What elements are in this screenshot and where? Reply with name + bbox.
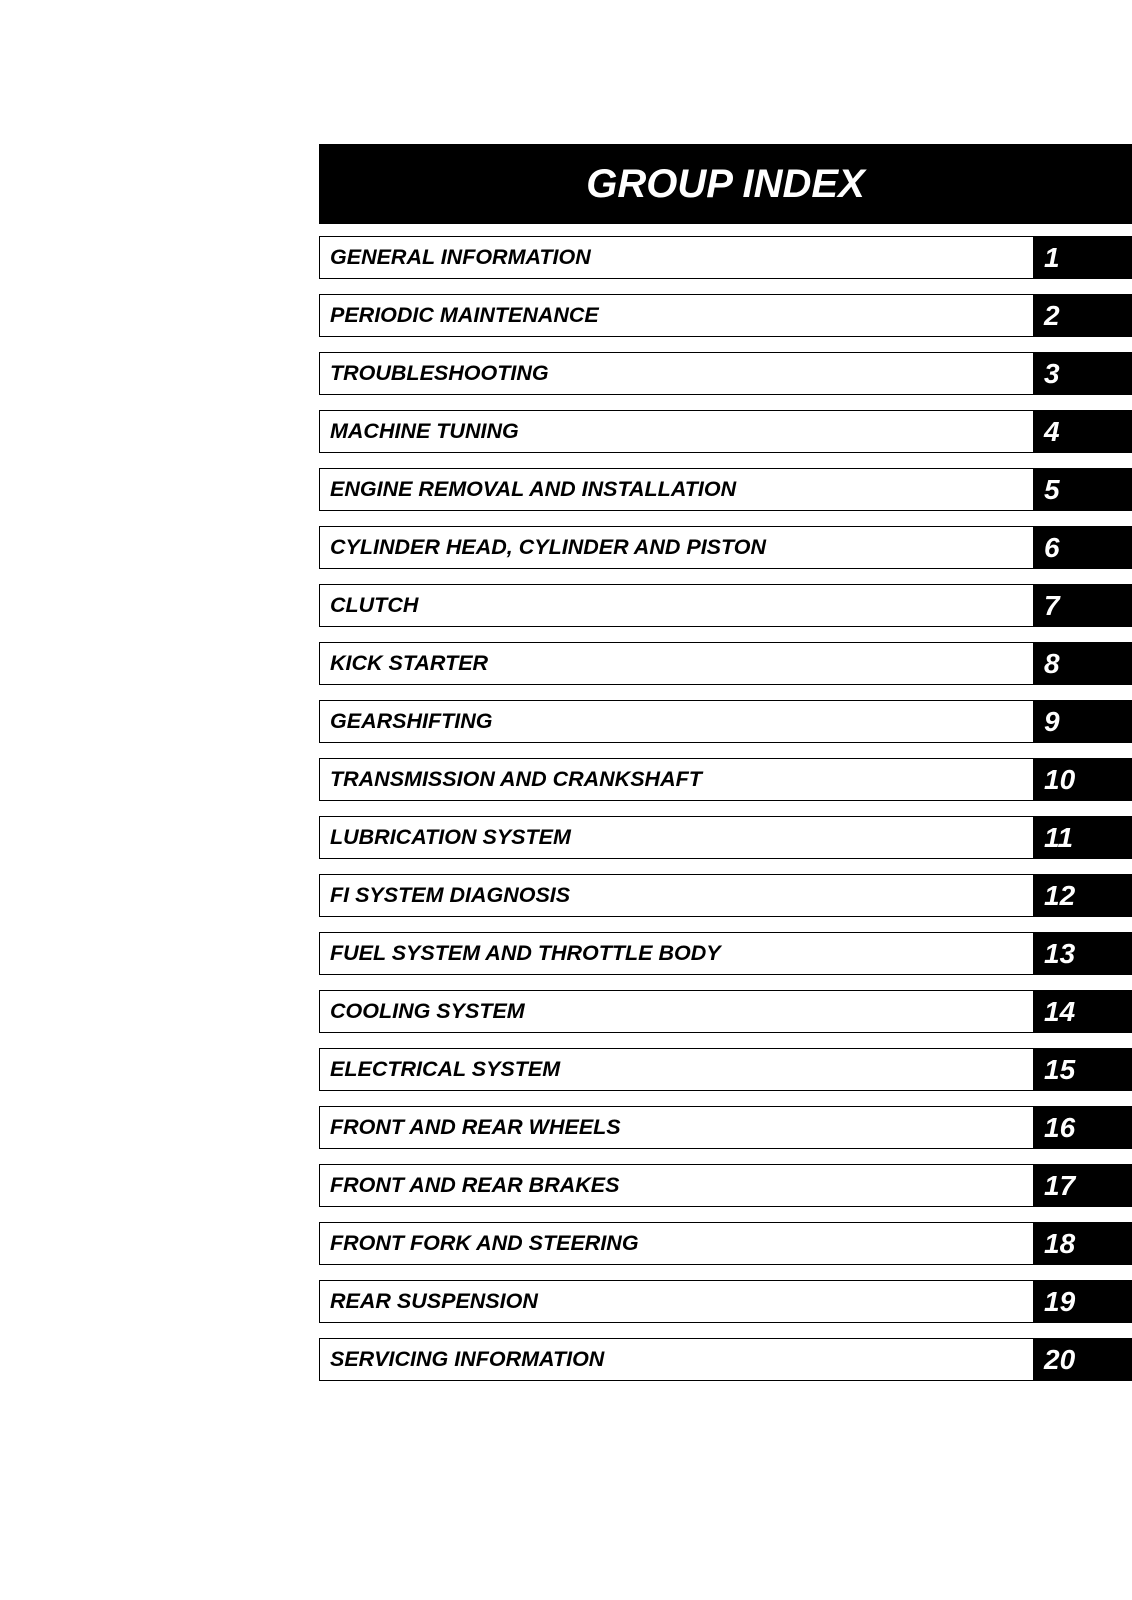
section-label: FRONT AND REAR BRAKES (330, 1173, 620, 1197)
section-label-box (319, 1164, 1033, 1207)
section-number: 3 (1044, 357, 1060, 389)
section-label-box (319, 410, 1033, 453)
index-row-6[interactable] (319, 526, 1132, 569)
section-number: 15 (1044, 1053, 1076, 1085)
section-label: REAR SUSPENSION (330, 1289, 538, 1313)
section-number-tab[interactable] (1033, 352, 1132, 395)
index-row-17[interactable] (319, 1164, 1132, 1207)
section-label: CLUTCH (330, 593, 419, 617)
section-number-tab[interactable] (1033, 236, 1132, 279)
section-label: FRONT AND REAR WHEELS (330, 1115, 621, 1139)
index-row-8[interactable] (319, 642, 1132, 685)
section-label: GEARSHIFTING (330, 709, 493, 733)
section-label-box (319, 1048, 1033, 1091)
group-index-header (319, 144, 1132, 224)
section-number-tab[interactable] (1033, 990, 1132, 1033)
section-number: 6 (1044, 531, 1060, 563)
section-number: 2 (1044, 299, 1060, 331)
section-label-box (319, 758, 1033, 801)
section-number: 13 (1044, 937, 1076, 969)
section-number-tab[interactable] (1033, 1280, 1132, 1323)
section-number: 20 (1044, 1343, 1076, 1375)
section-label: ENGINE REMOVAL AND INSTALLATION (330, 477, 737, 501)
index-row-19[interactable] (319, 1280, 1132, 1323)
section-label: PERIODIC MAINTENANCE (330, 303, 599, 327)
section-number-tab[interactable] (1033, 758, 1132, 801)
section-number-tab[interactable] (1033, 468, 1132, 511)
section-label-box (319, 294, 1033, 337)
section-label-box (319, 1222, 1033, 1265)
section-label: FI SYSTEM DIAGNOSIS (330, 883, 571, 907)
section-label-box (319, 584, 1033, 627)
section-number: 12 (1044, 879, 1076, 911)
section-label: CYLINDER HEAD, CYLINDER AND PISTON (330, 535, 767, 559)
section-label: ELECTRICAL SYSTEM (330, 1057, 561, 1081)
index-row-16[interactable] (319, 1106, 1132, 1149)
index-row-2[interactable] (319, 294, 1132, 337)
section-number: 11 (1044, 821, 1074, 853)
section-number-tab[interactable] (1033, 642, 1132, 685)
index-row-3[interactable] (319, 352, 1132, 395)
section-label: GENERAL INFORMATION (330, 245, 591, 269)
index-row-15[interactable] (319, 1048, 1132, 1091)
section-label: TROUBLESHOOTING (330, 361, 549, 385)
section-number: 9 (1044, 705, 1060, 737)
section-number: 17 (1044, 1169, 1076, 1201)
section-label-box (319, 1280, 1033, 1323)
section-number: 4 (1044, 415, 1060, 447)
section-label-box (319, 990, 1033, 1033)
section-number-tab[interactable] (1033, 584, 1132, 627)
section-number-tab[interactable] (1033, 874, 1132, 917)
group-index-list (319, 236, 1132, 1396)
index-row-20[interactable] (319, 1338, 1132, 1381)
section-label-box (319, 468, 1033, 511)
section-label-box (319, 1338, 1033, 1381)
section-number: 1 (1044, 241, 1060, 273)
section-label-box (319, 932, 1033, 975)
section-number-tab[interactable] (1033, 816, 1132, 859)
section-label: LUBRICATION SYSTEM (330, 825, 571, 849)
section-number: 8 (1044, 647, 1060, 679)
section-label-box (319, 1106, 1033, 1149)
section-label: KICK STARTER (330, 651, 489, 675)
index-row-7[interactable] (319, 584, 1132, 627)
section-label: MACHINE TUNING (330, 419, 519, 443)
page-title: GROUP INDEX (586, 161, 865, 206)
section-number-tab[interactable] (1033, 1048, 1132, 1091)
section-number: 7 (1044, 589, 1060, 621)
index-row-11[interactable] (319, 816, 1132, 859)
section-number-tab[interactable] (1033, 1106, 1132, 1149)
section-label-box (319, 816, 1033, 859)
index-row-12[interactable] (319, 874, 1132, 917)
section-label-box (319, 642, 1033, 685)
section-label: COOLING SYSTEM (330, 999, 525, 1023)
index-row-9[interactable] (319, 700, 1132, 743)
index-row-4[interactable] (319, 410, 1132, 453)
section-number-tab[interactable] (1033, 526, 1132, 569)
section-label-box (319, 236, 1033, 279)
section-label: TRANSMISSION AND CRANKSHAFT (330, 767, 702, 791)
section-number: 19 (1044, 1285, 1076, 1317)
section-number-tab[interactable] (1033, 1164, 1132, 1207)
index-row-13[interactable] (319, 932, 1132, 975)
section-label: SERVICING INFORMATION (330, 1347, 605, 1371)
index-row-1[interactable] (319, 236, 1132, 279)
section-label-box (319, 700, 1033, 743)
index-row-14[interactable] (319, 990, 1132, 1033)
section-label-box (319, 874, 1033, 917)
section-number-tab[interactable] (1033, 932, 1132, 975)
section-number-tab[interactable] (1033, 1338, 1132, 1381)
index-row-18[interactable] (319, 1222, 1132, 1265)
section-label-box (319, 352, 1033, 395)
section-number: 5 (1044, 473, 1060, 505)
section-number: 16 (1044, 1111, 1076, 1143)
section-number-tab[interactable] (1033, 1222, 1132, 1265)
section-label-box (319, 526, 1033, 569)
section-number-tab[interactable] (1033, 410, 1132, 453)
section-label: FRONT FORK AND STEERING (330, 1231, 639, 1255)
section-number: 14 (1044, 995, 1076, 1027)
section-number-tab[interactable] (1033, 294, 1132, 337)
index-row-10[interactable] (319, 758, 1132, 801)
section-number: 10 (1044, 763, 1076, 795)
section-number: 18 (1044, 1227, 1076, 1259)
section-label: FUEL SYSTEM AND THROTTLE BODY (330, 941, 721, 965)
section-number-tab[interactable] (1033, 700, 1132, 743)
index-row-5[interactable] (319, 468, 1132, 511)
